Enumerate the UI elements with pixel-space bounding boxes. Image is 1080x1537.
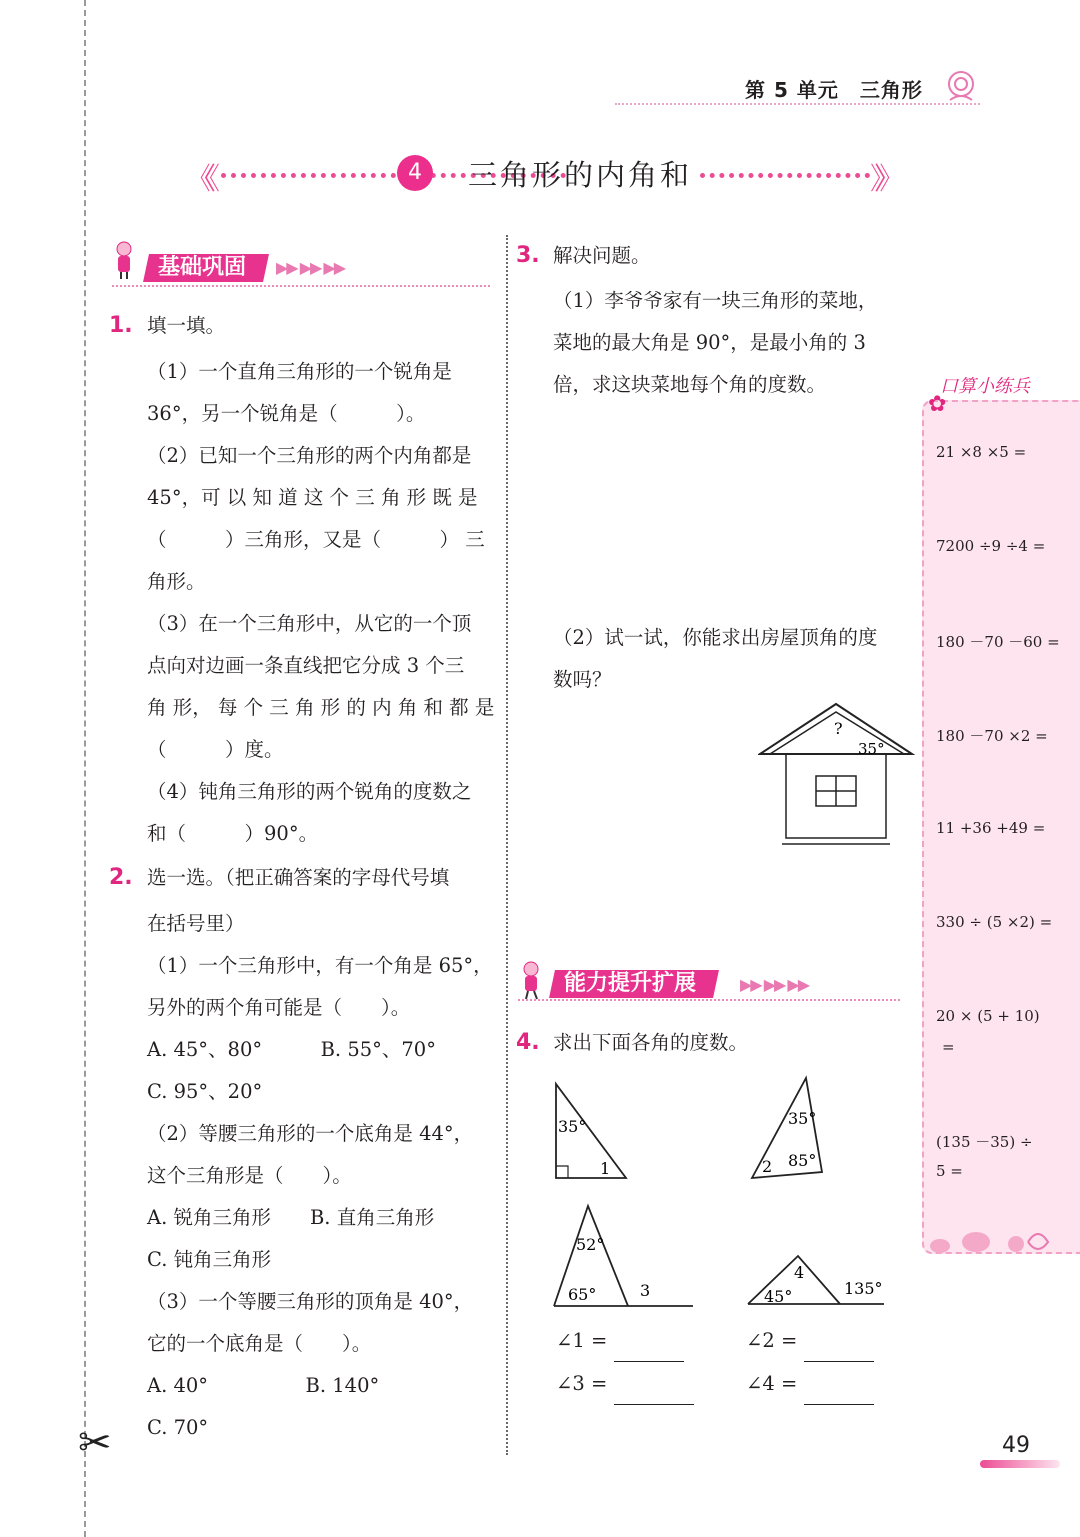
text-line: 和（ ）90°。 xyxy=(147,822,319,845)
girl-mascot-icon xyxy=(518,960,544,1000)
calc-item: 20 × (5 + 10) xyxy=(936,1007,1040,1025)
answer-blank[interactable] xyxy=(804,1343,874,1362)
page-number: 49 xyxy=(1002,1433,1030,1458)
section-banner-advanced: 能力提升扩展 xyxy=(549,970,719,998)
triangle-4 xyxy=(744,1250,889,1310)
text-line: （3）在一个三角形中，从它的一个顶 xyxy=(147,612,472,635)
text-line: 45°，可 以 知 道 这 个 三 角 形 既 是 xyxy=(147,486,478,509)
text-line: （ ）度。 xyxy=(147,738,284,761)
calc-item: (135 －35) ÷ xyxy=(936,1133,1033,1151)
banner-underline xyxy=(112,285,490,287)
banner-arrows-icon: ▶▶ ▶▶ ▶▶ xyxy=(276,258,344,277)
scissors-icon: ✂ xyxy=(78,1420,112,1466)
calc-item: = xyxy=(942,1038,955,1056)
angle-label: 3 xyxy=(640,1281,651,1300)
sidebar-label: 口算小练兵 xyxy=(940,376,1030,397)
calc-item: 5 = xyxy=(936,1162,963,1180)
double-chevron-right-icon: 》》 xyxy=(870,162,895,197)
angle-label: 52° xyxy=(576,1235,605,1254)
answer-line-3 xyxy=(556,1363,694,1405)
angle-label: 45° xyxy=(764,1287,793,1306)
angle-label: 4 xyxy=(794,1263,805,1282)
answer-label: ∠2 = xyxy=(746,1329,798,1352)
text-line: 菜地的最大角是 90°，是最小角的 3 xyxy=(553,331,866,354)
text-line: C. 70° xyxy=(147,1416,209,1439)
banner-arrows-icon: ▶▶ ▶▶ ▶▶ xyxy=(740,975,808,994)
angle-label: 2 xyxy=(762,1157,773,1176)
text-line: 角 形， 每 个 三 角 形 的 内 角 和 都 是 xyxy=(147,696,495,719)
q2-body xyxy=(147,903,502,1449)
angle-label: 135° xyxy=(844,1279,883,1298)
lesson-heading xyxy=(185,150,895,200)
angle-label: 35° xyxy=(558,1117,587,1136)
q1-body xyxy=(147,351,502,855)
question-number: 1. xyxy=(109,313,133,338)
answer-label: ∠1 = xyxy=(556,1329,608,1352)
text-line: 这个三角形是（ ）。 xyxy=(147,1164,352,1187)
lesson-number: 4 xyxy=(397,155,433,191)
house-diagram xyxy=(758,698,918,848)
lesson-title: 三角形的内角和 xyxy=(468,158,693,192)
question-title: 选一选。（把正确答案的字母代号填 xyxy=(147,866,450,889)
double-chevron-left-icon: 《《 xyxy=(185,162,210,197)
text-line: （4）钝角三角形的两个锐角的度数之 xyxy=(147,780,472,803)
house-question-mark: ? xyxy=(834,719,843,738)
text-line: 点向对边画一条直线把它分成 3 个三 xyxy=(147,654,465,677)
angle-label: 1 xyxy=(600,1159,611,1178)
angle-label: 35° xyxy=(788,1109,817,1128)
flower-icon: ✿ xyxy=(928,392,947,417)
header-divider xyxy=(615,103,980,105)
text-line: 在括号里） xyxy=(147,912,245,935)
unit-title: 第 5 单元 三角形 xyxy=(745,78,923,102)
question-title: 填一填。 xyxy=(147,314,226,337)
text-line: 角形。 xyxy=(147,570,206,593)
calc-item: 7200 ÷9 ÷4 = xyxy=(936,537,1046,555)
text-line: 36°，另一个锐角是（ ）。 xyxy=(147,402,426,425)
text-line: （2）已知一个三角形的两个内角都是 xyxy=(147,444,472,467)
section-banner-basic: 基础巩固 xyxy=(143,254,269,282)
text-line: C. 95°、20° xyxy=(147,1080,263,1103)
triangle-2 xyxy=(748,1074,828,1182)
question-number: 4. xyxy=(516,1030,540,1055)
q3-part2 xyxy=(553,617,913,701)
answer-line-4 xyxy=(746,1363,874,1405)
question-number: 2. xyxy=(109,865,133,890)
text-line: A. 锐角三角形 B. 直角三角形 xyxy=(147,1206,435,1229)
page-number-bar xyxy=(980,1460,1060,1468)
flower-decoration-icon xyxy=(940,66,982,108)
answer-line-2 xyxy=(746,1320,874,1362)
text-line: A. 45°、80° B. 55°、70° xyxy=(147,1038,436,1061)
text-line: 它的一个底角是（ ）。 xyxy=(147,1332,372,1355)
angle-label: 65° xyxy=(568,1285,597,1304)
question-title: 解决问题。 xyxy=(553,244,651,267)
text-line: （1）一个直角三角形的一个锐角是 xyxy=(147,360,452,383)
q3-part1 xyxy=(553,280,913,406)
text-line: 另外的两个角可能是（ ）。 xyxy=(147,996,411,1019)
calc-item: 180 －70 ×2 = xyxy=(936,727,1048,745)
shell-decoration-icon xyxy=(928,1222,1058,1262)
answer-blank[interactable] xyxy=(804,1386,874,1405)
question-number: 3. xyxy=(516,243,540,268)
question-title: 求出下面各角的度数。 xyxy=(553,1031,749,1054)
text-line: （2）试一试，你能求出房屋顶角的度 xyxy=(553,626,878,649)
cut-line xyxy=(84,0,86,1537)
calc-item: 180 －70 －60 = xyxy=(936,633,1060,651)
answer-blank[interactable] xyxy=(614,1386,694,1405)
calc-item: 21 ×8 ×5 = xyxy=(936,443,1027,461)
answer-label: ∠4 = xyxy=(746,1372,798,1395)
triangle-1 xyxy=(548,1078,633,1186)
heading-dots-right xyxy=(700,173,870,178)
house-angle-label: 35° xyxy=(858,740,885,758)
answer-label: ∠3 = xyxy=(556,1372,608,1395)
triangle-3 xyxy=(548,1202,698,1312)
calc-item: 330 ÷ (5 ×2) = xyxy=(936,913,1053,931)
text-line: （ ）三角形，又是（ ） 三 xyxy=(147,528,485,551)
girl-mascot-icon xyxy=(112,240,136,280)
answer-line-1 xyxy=(556,1320,684,1362)
angle-label: 85° xyxy=(788,1151,817,1170)
answer-blank[interactable] xyxy=(614,1343,684,1362)
text-line: （2）等腰三角形的一个底角是 44°， xyxy=(147,1122,474,1145)
text-line: （1）一个三角形中，有一个角是 65°， xyxy=(147,954,493,977)
calc-item: 11 +36 +49 = xyxy=(936,819,1046,837)
text-line: （3）一个等腰三角形的顶角是 40°， xyxy=(147,1290,474,1313)
banner-underline xyxy=(518,999,900,1001)
text-line: （1）李爷爷家有一块三角形的菜地， xyxy=(553,289,878,312)
text-line: 数吗？ xyxy=(553,668,612,691)
column-divider xyxy=(506,235,508,1455)
text-line: C. 钝角三角形 xyxy=(147,1248,272,1271)
text-line: A. 40° B. 140° xyxy=(147,1374,380,1397)
text-line: 倍，求这块菜地每个角的度数。 xyxy=(553,373,827,396)
